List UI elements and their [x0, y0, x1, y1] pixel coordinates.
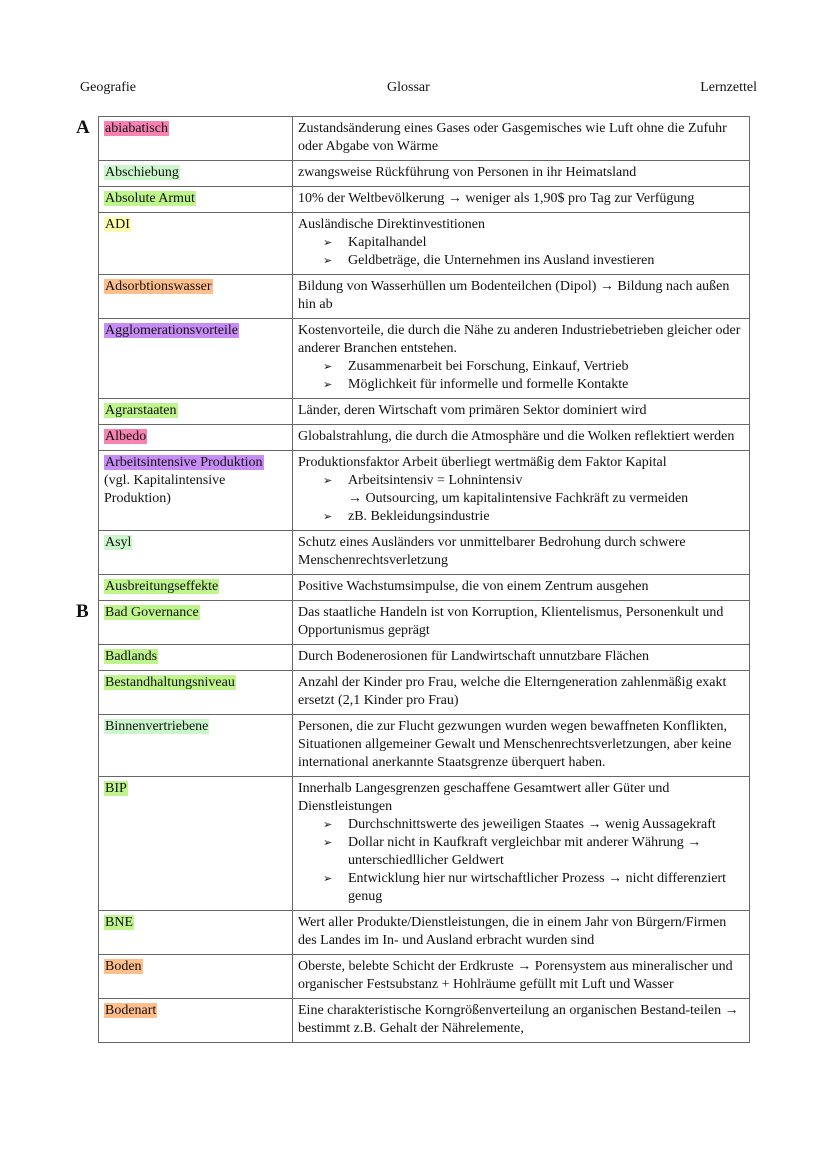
definition-continuation: → Outsourcing, um kapitalintensive Fachkräft zu vermeiden: [348, 491, 689, 506]
section-letter: B: [76, 601, 89, 622]
glossary-row: [99, 213, 750, 275]
definition-cell: [293, 955, 750, 999]
term-cell: [99, 213, 293, 275]
definition-bullet: ➢ Entwicklung hier nur wirtschaftlicher Prozess → nicht differenziert genug: [298, 870, 744, 906]
definition-bullet: ➢ Kapitalhandel: [298, 234, 744, 252]
definition-text: Globalstrahlung, die durch die Atmosphäre und die Wolken reflektiert werden: [298, 429, 735, 444]
definition-bullet: ➢ Möglichkeit für informelle und formelle Kontakte: [298, 376, 744, 394]
definition-text: Anzahl der Kinder pro Frau, welche die Elterngeneration zahlenmäßig exakt ersetzt (2,1 Kinder pro Frau): [298, 675, 727, 708]
term-cell: [76, 117, 293, 161]
definition-text: Bildung von Wasserhüllen um Bodenteilchen (Dipol) → Bildung nach außen hin ab: [298, 279, 730, 312]
definition-cell: [293, 911, 750, 955]
definition-cell: [293, 671, 750, 715]
term-highlight: Bodenart: [105, 1003, 157, 1018]
term-highlight: BIP: [105, 781, 127, 796]
term-cell: [76, 601, 293, 645]
glossary-row: [99, 451, 750, 531]
term-highlight: Albedo: [105, 429, 147, 444]
definition-cell: [293, 425, 750, 451]
definition-cell: [293, 187, 750, 213]
glossary-row: [99, 531, 750, 575]
term-cell: [99, 671, 293, 715]
term-highlight: BNE: [105, 915, 133, 930]
glossary-row: [99, 645, 750, 671]
glossary-row: [99, 161, 750, 187]
definition-text: Eine charakteristische Korngrößenverteilung an organischen Bestand-teilen → bestimmt z.B. Gehalt der Nährelemente,: [298, 1003, 739, 1036]
definition-cell: [293, 531, 750, 575]
term-highlight: Ausbreitungseffekte: [105, 579, 219, 594]
term-cell: [99, 319, 293, 399]
definition-text: Personen, die zur Flucht gezwungen wurden wegen bewaffneten Konflikten, Situationen allgemeiner Gewalt und Menschenrechtsverletzungen, aber keine international anerkannte Staatsgrenze überquert haben.: [298, 719, 732, 770]
definition-cell: [293, 601, 750, 645]
term-cell: [99, 911, 293, 955]
term-highlight: Boden: [105, 959, 142, 974]
glossary-row: [99, 715, 750, 777]
definition-cell: [293, 319, 750, 399]
definition-bullet: ➢ Durchschnittswerte des jeweiligen Staates → wenig Aussagekraft: [298, 816, 744, 834]
glossary-row: [99, 275, 750, 319]
definition-text: 10% der Weltbevölkerung → weniger als 1,90$ pro Tag zur Verfügung: [298, 191, 695, 206]
glossary-row: [99, 777, 750, 911]
section-letter: A: [76, 117, 90, 138]
definition-text: Positive Wachstumsimpulse, die von einem Zentrum ausgehen: [298, 579, 649, 594]
definition-cell: [293, 575, 750, 601]
term-highlight: Agglomerationsvorteile: [105, 323, 238, 338]
term-highlight: Arbeitsintensive Produktion: [105, 455, 263, 470]
glossary-row: [99, 671, 750, 715]
glossary-row: [99, 425, 750, 451]
term-cell: [99, 715, 293, 777]
term-cell: [99, 399, 293, 425]
glossary-row: [99, 575, 750, 601]
term-cell: [99, 531, 293, 575]
glossary-row: [99, 999, 750, 1043]
term-highlight: Bad Governance: [105, 605, 199, 620]
definition-text: Produktionsfaktor Arbeit überliegt wertmäßig dem Faktor Kapital: [298, 455, 667, 470]
glossary-row: [99, 187, 750, 213]
document-title: Glossar: [387, 80, 430, 95]
definition-text: zwangsweise Rückführung von Personen in ihr Heimatsland: [298, 165, 637, 180]
definition-bullet: ➢ Geldbeträge, die Unternehmen ins Ausland investieren: [298, 252, 744, 270]
definition-text: Schutz eines Ausländers vor unmittelbarer Bedrohung durch schwere Menschenrechtsverletzung: [298, 535, 686, 568]
definition-cell: [293, 451, 750, 531]
term-cell: [99, 425, 293, 451]
definition-cell: [293, 777, 750, 911]
definition-cell: [293, 161, 750, 187]
glossary-row: [99, 319, 750, 399]
glossary-row: [99, 601, 750, 645]
term-note: (vgl. Kapitalintensive Produktion): [104, 473, 226, 506]
term-cell: [99, 575, 293, 601]
term-highlight: Asyl: [105, 535, 132, 550]
term-highlight: Absolute Armut: [105, 191, 195, 206]
definition-cell: [293, 715, 750, 777]
definition-bullet: ➢ Arbeitsintensiv = Lohnintensiv: [298, 472, 744, 490]
definition-text: Oberste, belebte Schicht der Erdkruste → Porensystem aus mineralischer und organischer Festsubstanz + Hohlräume gefüllt mit Luft und Wasser: [298, 959, 733, 992]
term-highlight: Adsorbtionswasser: [105, 279, 212, 294]
definition-cell: [293, 399, 750, 425]
definition-text: Länder, deren Wirtschaft vom primären Sektor dominiert wird: [298, 403, 647, 418]
definition-bullet: ➢ Zusammenarbeit bei Forschung, Einkauf, Vertrieb: [298, 358, 744, 376]
term-cell: [99, 955, 293, 999]
subject-label: Geografie: [80, 80, 136, 95]
term-cell: [99, 275, 293, 319]
term-highlight: Bestandhaltungsniveau: [105, 675, 235, 690]
definition-cell: [293, 213, 750, 275]
term-cell: [99, 999, 293, 1043]
term-highlight: Badlands: [105, 649, 158, 664]
definition-cell: [293, 999, 750, 1043]
term-cell: [99, 187, 293, 213]
definition-text: Innerhalb Langesgrenzen geschaffene Gesamtwert aller Güter und Dienstleistungen: [298, 781, 670, 814]
term-cell: [99, 777, 293, 911]
term-cell: [99, 161, 293, 187]
term-highlight: Agrarstaaten: [105, 403, 177, 418]
glossary-table: [76, 116, 750, 1043]
definition-bullet: ➢ Dollar nicht in Kaufkraft vergleichbar mit anderer Währung → unterschiedllicher Geldwert: [298, 834, 744, 870]
term-highlight: Binnenvertriebene: [105, 719, 209, 734]
term-cell: [99, 645, 293, 671]
document-type-label: Lernzettel: [700, 80, 757, 95]
glossary-row: [99, 399, 750, 425]
definition-text: Wert aller Produkte/Dienstleistungen, die in einem Jahr von Bürgern/Firmen des Landes im In- und Ausland erbracht wurden sind: [298, 915, 727, 948]
definition-text: Das staatliche Handeln ist von Korruption, Klientelismus, Personenkult und Opportunismus geprägt: [298, 605, 724, 638]
term-highlight: abiabatisch: [105, 121, 168, 136]
term-cell: [99, 451, 293, 531]
definition-cell: [293, 645, 750, 671]
definition-text: Durch Bodenerosionen für Landwirtschaft unnutzbare Flächen: [298, 649, 650, 664]
glossary-row: [99, 117, 750, 161]
definition-text: Ausländische Direktinvestitionen: [298, 217, 486, 232]
term-highlight: Abschiebung: [105, 165, 179, 180]
term-highlight: ADI: [105, 217, 130, 232]
definition-cell: [293, 275, 750, 319]
glossary-row: [99, 955, 750, 999]
definition-bullet: ➢ zB. Bekleidungsindustrie: [298, 508, 744, 526]
glossary-row: [99, 911, 750, 955]
definition-text: Kostenvorteile, die durch die Nähe zu anderen Industriebetrieben gleicher oder anderer Branchen entstehen.: [298, 323, 741, 356]
definition-text: Zustandsänderung eines Gases oder Gasgemisches wie Luft ohne die Zufuhr oder Abgabe von Wärme: [298, 121, 727, 154]
definition-cell: [293, 117, 750, 161]
